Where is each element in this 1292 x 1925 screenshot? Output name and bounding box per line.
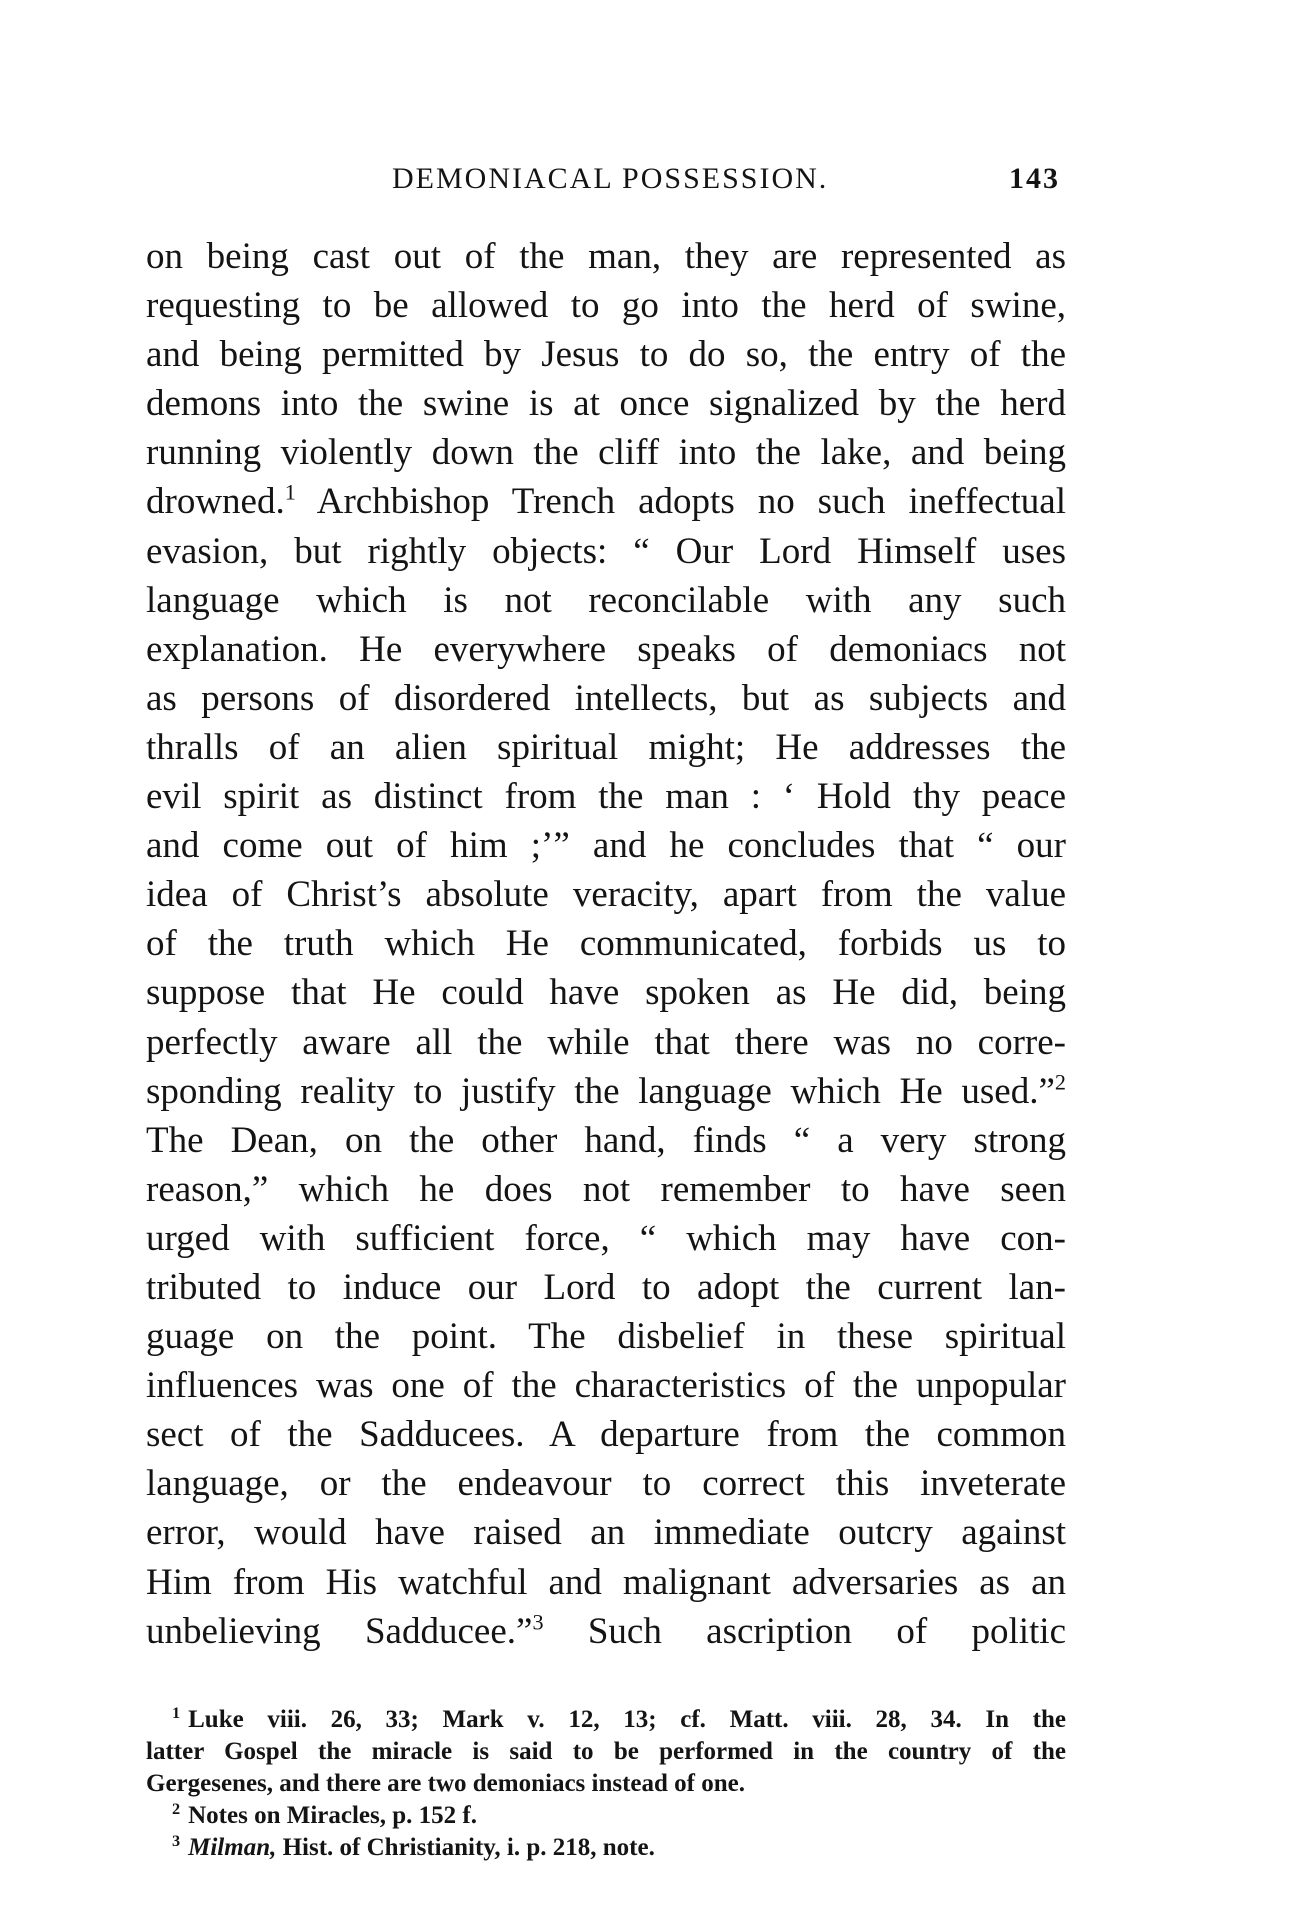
text-line [146, 1607, 1066, 1656]
footnotes [146, 1704, 1066, 1864]
footnote-text: Luke viii. 26, 33; Mark v. 12, 13; cf. Matt. viii. 28, 34. In the [188, 1706, 1066, 1733]
text-line: as persons of disordered intellects, but as subjects and [146, 677, 1066, 719]
running-title: DEMONIACAL POSSESSION. [392, 162, 829, 195]
text-line: urged with sufficient force, “ which may have con- [146, 1217, 1066, 1259]
text-line: on being cast out of the man, they are represented as [146, 236, 1066, 277]
text-line: idea of Christ’s absolute veracity, apart from the value [146, 874, 1066, 916]
text-line: influences was one of the characteristics of the unpopular [146, 1365, 1066, 1407]
running-head [146, 162, 1066, 208]
text-segment: Such ascription of politic [587, 1610, 1067, 1652]
text-line [146, 477, 1066, 526]
footnote-text: Hist. of Christianity, i. p. 218, note. [282, 1834, 655, 1861]
text-line: explanation. He everywhere speaks of demoniacs not [146, 628, 1066, 670]
footnote-text: Notes on Miracles, p. 152 f. [188, 1802, 477, 1829]
text-line: language, or the endeavour to correct this inveterate [146, 1463, 1066, 1505]
text-line: Him from His watchful and malignant adversaries as an [146, 1561, 1066, 1603]
footnote-marker: 3 [172, 1831, 181, 1850]
text-line: running violently down the cliff into the lake, and being [146, 432, 1066, 474]
text-segment: Archbishop Trench adopts no such ineffectual [316, 481, 1066, 523]
text-line: The Dean, on the other hand, finds “ a very strong [146, 1119, 1066, 1161]
footnote-marker: 2 [172, 1799, 181, 1818]
text-line: reason,” which he does not remember to have seen [146, 1168, 1066, 1210]
text-segment: unbelieving Sadducee.” [146, 1610, 533, 1652]
footnote-ref: 3 [532, 1609, 544, 1635]
text-line: demons into the swine is at once signalized by the herd [146, 383, 1066, 425]
body-text [146, 232, 1066, 1656]
text-line [146, 1067, 1066, 1116]
footnote-3 [146, 1832, 1066, 1864]
text-line: and come out of him ;’” and he concludes that “ our [146, 825, 1066, 867]
text-line: thralls of an alien spiritual might; He addresses the [146, 726, 1066, 768]
text-segment: sponding reality to justify the language which He used.” [146, 1070, 1055, 1112]
text-line: and being permitted by Jesus to do so, the entry of the [146, 334, 1066, 376]
text-line: of the truth which He communicated, forbids us to [146, 923, 1066, 965]
footnote-1-continued: latter Gospel the miracle is said to be performed in the country of the [146, 1738, 1066, 1765]
text-line: tributed to induce our Lord to adopt the current lan- [146, 1266, 1066, 1308]
text-line: language which is not reconcilable with any such [146, 579, 1066, 621]
text-line: error, would have raised an immediate outcry against [146, 1512, 1066, 1554]
text-line: requesting to be allowed to go into the herd of swine, [146, 285, 1066, 327]
footnote-1 [146, 1704, 1066, 1736]
text-line: evil spirit as distinct from the man : ‘ Hold thy peace [146, 776, 1066, 818]
text-segment: drowned. [146, 481, 285, 523]
footnote-2 [146, 1800, 1066, 1832]
footnote-ref: 2 [1054, 1069, 1066, 1095]
text-line: perfectly aware all the while that there was no corre- [146, 1021, 1066, 1063]
footnote-author: Milman, [188, 1834, 277, 1861]
footnote-ref: 1 [284, 480, 296, 506]
text-line: guage on the point. The disbelief in these spiritual [146, 1316, 1066, 1358]
text-line: evasion, but rightly objects: “ Our Lord Himself uses [146, 530, 1066, 572]
text-line: suppose that He could have spoken as He did, being [146, 972, 1066, 1014]
footnote-marker: 1 [172, 1703, 181, 1722]
text-line: sect of the Sadducees. A departure from the common [146, 1414, 1066, 1456]
footnote-1-continued: Gergesenes, and there are two demoniacs instead of one. [146, 1770, 746, 1797]
page-number: 143 [1009, 162, 1060, 195]
